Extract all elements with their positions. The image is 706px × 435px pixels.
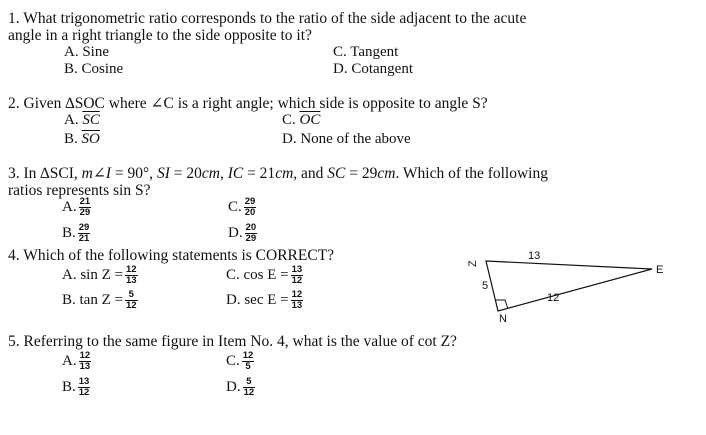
- q4-option-b-numerator: 5: [125, 290, 138, 301]
- q5-option-c-denominator: 5: [245, 361, 251, 372]
- q5-option-d: [226, 377, 255, 398]
- q5-option-a-numerator: 12: [79, 350, 91, 361]
- side-ze-label: 13: [528, 250, 541, 262]
- q2-option-a: [64, 112, 100, 129]
- q4-option-c-denominator: 12: [291, 275, 303, 286]
- vertex-n-label: N: [499, 313, 507, 325]
- q4-option-d: [226, 290, 303, 311]
- vertex-z-label: Z: [467, 260, 479, 267]
- q2-option-c-letter: C.: [282, 112, 296, 128]
- q1-stem-line2: angle in a right triangle to the side opposite to it?: [8, 27, 312, 44]
- vertex-e-label: E: [656, 264, 664, 276]
- q3-eq4: = 29: [345, 165, 378, 182]
- q3-option-a-letter: A.: [62, 198, 77, 215]
- q3-angle: m∠I: [81, 165, 111, 182]
- q1-option-a: A. Sine: [64, 44, 109, 60]
- q4-option-d-denominator: 13: [291, 300, 303, 311]
- q5-option-c-numerator: 12: [242, 350, 254, 361]
- q4-option-c-numerator: 13: [291, 264, 303, 275]
- q2-option-b-letter: B.: [64, 131, 78, 147]
- q3-option-c: [228, 197, 256, 218]
- q3-option-d-numerator: 20: [245, 222, 257, 233]
- q4-option-b-text: B. tan Z =: [62, 291, 123, 308]
- q5-option-c-fraction: [242, 351, 255, 372]
- q3-option-b-denominator: 21: [78, 233, 90, 244]
- q2-option-a-segment: $\overline{SC}$: [82, 112, 100, 128]
- q5-option-b: [62, 377, 90, 398]
- q5-stem: 5. Referring to the same figure in Item No. 4, what is the value of cot Z?: [8, 333, 457, 350]
- q3-stem-post: . Which of the following: [395, 165, 548, 182]
- triangle-zne-figure: [462, 245, 682, 325]
- q3-side-sc: SC: [327, 165, 346, 182]
- q4-option-b: [62, 290, 138, 311]
- q3-option-a: [62, 197, 91, 218]
- q3-sep2: , and: [293, 165, 328, 182]
- q4-option-a-numerator: 12: [125, 264, 137, 275]
- q1-option-c: C. Tangent: [333, 44, 399, 60]
- q5-option-c: [226, 351, 254, 372]
- q3-option-b-letter: B.: [62, 224, 76, 241]
- q3-side-ic: IC: [227, 165, 244, 182]
- q3-stem-line2: ratios represents sin S?: [8, 182, 151, 199]
- q3-option-d-letter: D.: [228, 224, 243, 241]
- q2-option-d: D. None of the above: [282, 131, 411, 147]
- q3-option-d: [228, 223, 257, 244]
- q3-option-d-fraction: [245, 223, 258, 244]
- q1-stem-line1: 1. What trigonometric ratio corresponds to the ratio of the side adjacent to the acute: [8, 10, 527, 27]
- q3-stem-pre: 3. In ∆SCI,: [8, 165, 82, 182]
- q3-option-c-denominator: 20: [244, 207, 256, 218]
- q5-option-d-fraction: [243, 377, 256, 398]
- q5-option-a-denominator: 13: [79, 361, 91, 372]
- q1-option-d: D. Cotangent: [333, 61, 413, 77]
- q3-unit-2: cm: [275, 165, 294, 182]
- q2-stem: 2. Given ∆SOC where ∠C is a right angle; which side is opposite to angle S?: [8, 95, 488, 112]
- q4-option-a-denominator: 13: [125, 275, 137, 286]
- q4-stem: 4. Which of the following statements is CORRECT?: [8, 247, 335, 264]
- q4-option-b-fraction: [125, 290, 138, 311]
- q5-option-b-denominator: 12: [78, 387, 90, 398]
- q3-option-b: [62, 223, 90, 244]
- q5-option-b-letter: B.: [62, 378, 76, 395]
- q4-option-d-text: D. sec E =: [226, 291, 289, 308]
- q4-option-d-fraction: [291, 290, 304, 311]
- q3-option-c-letter: C.: [228, 198, 242, 215]
- q5-option-a: [62, 351, 91, 372]
- q3-eq3: = 21: [243, 165, 276, 182]
- q2-option-b-segment: $\overline{SO}$: [81, 131, 100, 147]
- q4-option-a-text: A. sin Z =: [62, 266, 123, 283]
- q5-option-d-letter: D.: [226, 378, 241, 395]
- q3-option-c-numerator: 29: [244, 196, 256, 207]
- q3-sep1: ,: [219, 165, 228, 182]
- q3-side-si: SI: [156, 165, 170, 182]
- q3-unit-3: cm: [377, 165, 396, 182]
- q4-option-c-fraction: [291, 265, 304, 286]
- q3-option-a-numerator: 21: [79, 196, 91, 207]
- q4-option-c: [226, 265, 303, 286]
- q3-stem-line1: [8, 165, 548, 182]
- q2-option-b: [64, 131, 100, 148]
- q5-option-a-letter: A.: [62, 352, 77, 369]
- q5-option-c-letter: C.: [226, 352, 240, 369]
- q1-option-b: B. Cosine: [64, 61, 124, 77]
- q4-option-a-fraction: [125, 265, 138, 286]
- q3-option-a-fraction: [79, 197, 92, 218]
- q5-option-a-fraction: [79, 351, 92, 372]
- q3-option-c-fraction: [244, 197, 257, 218]
- side-ne-label: 12: [547, 292, 560, 304]
- q5-option-d-numerator: 5: [243, 377, 256, 388]
- q4-option-c-text: C. cos E =: [226, 266, 289, 283]
- side-zn-label: 5: [482, 280, 489, 292]
- q3-option-a-denominator: 29: [79, 207, 91, 218]
- q3-unit-1: cm: [201, 165, 220, 182]
- q5-option-d-denominator: 12: [243, 387, 255, 398]
- q5-option-b-fraction: [78, 377, 91, 398]
- q2-option-a-letter: A.: [64, 112, 79, 128]
- q3-option-d-denominator: 29: [245, 233, 257, 244]
- q3-eq1: = 90°,: [110, 165, 157, 182]
- q4-option-b-denominator: 12: [125, 300, 137, 311]
- q3-option-b-numerator: 29: [78, 222, 90, 233]
- q2-option-c-segment: $\overline{OC}$: [299, 112, 321, 128]
- q4-option-d-numerator: 12: [291, 289, 303, 300]
- q5-option-b-numerator: 13: [78, 376, 90, 387]
- q2-option-c: [282, 112, 320, 129]
- q3-eq2: = 20: [169, 165, 202, 182]
- q3-option-b-fraction: [78, 223, 91, 244]
- q4-option-a: [62, 265, 138, 286]
- triangle-outline: [486, 261, 652, 311]
